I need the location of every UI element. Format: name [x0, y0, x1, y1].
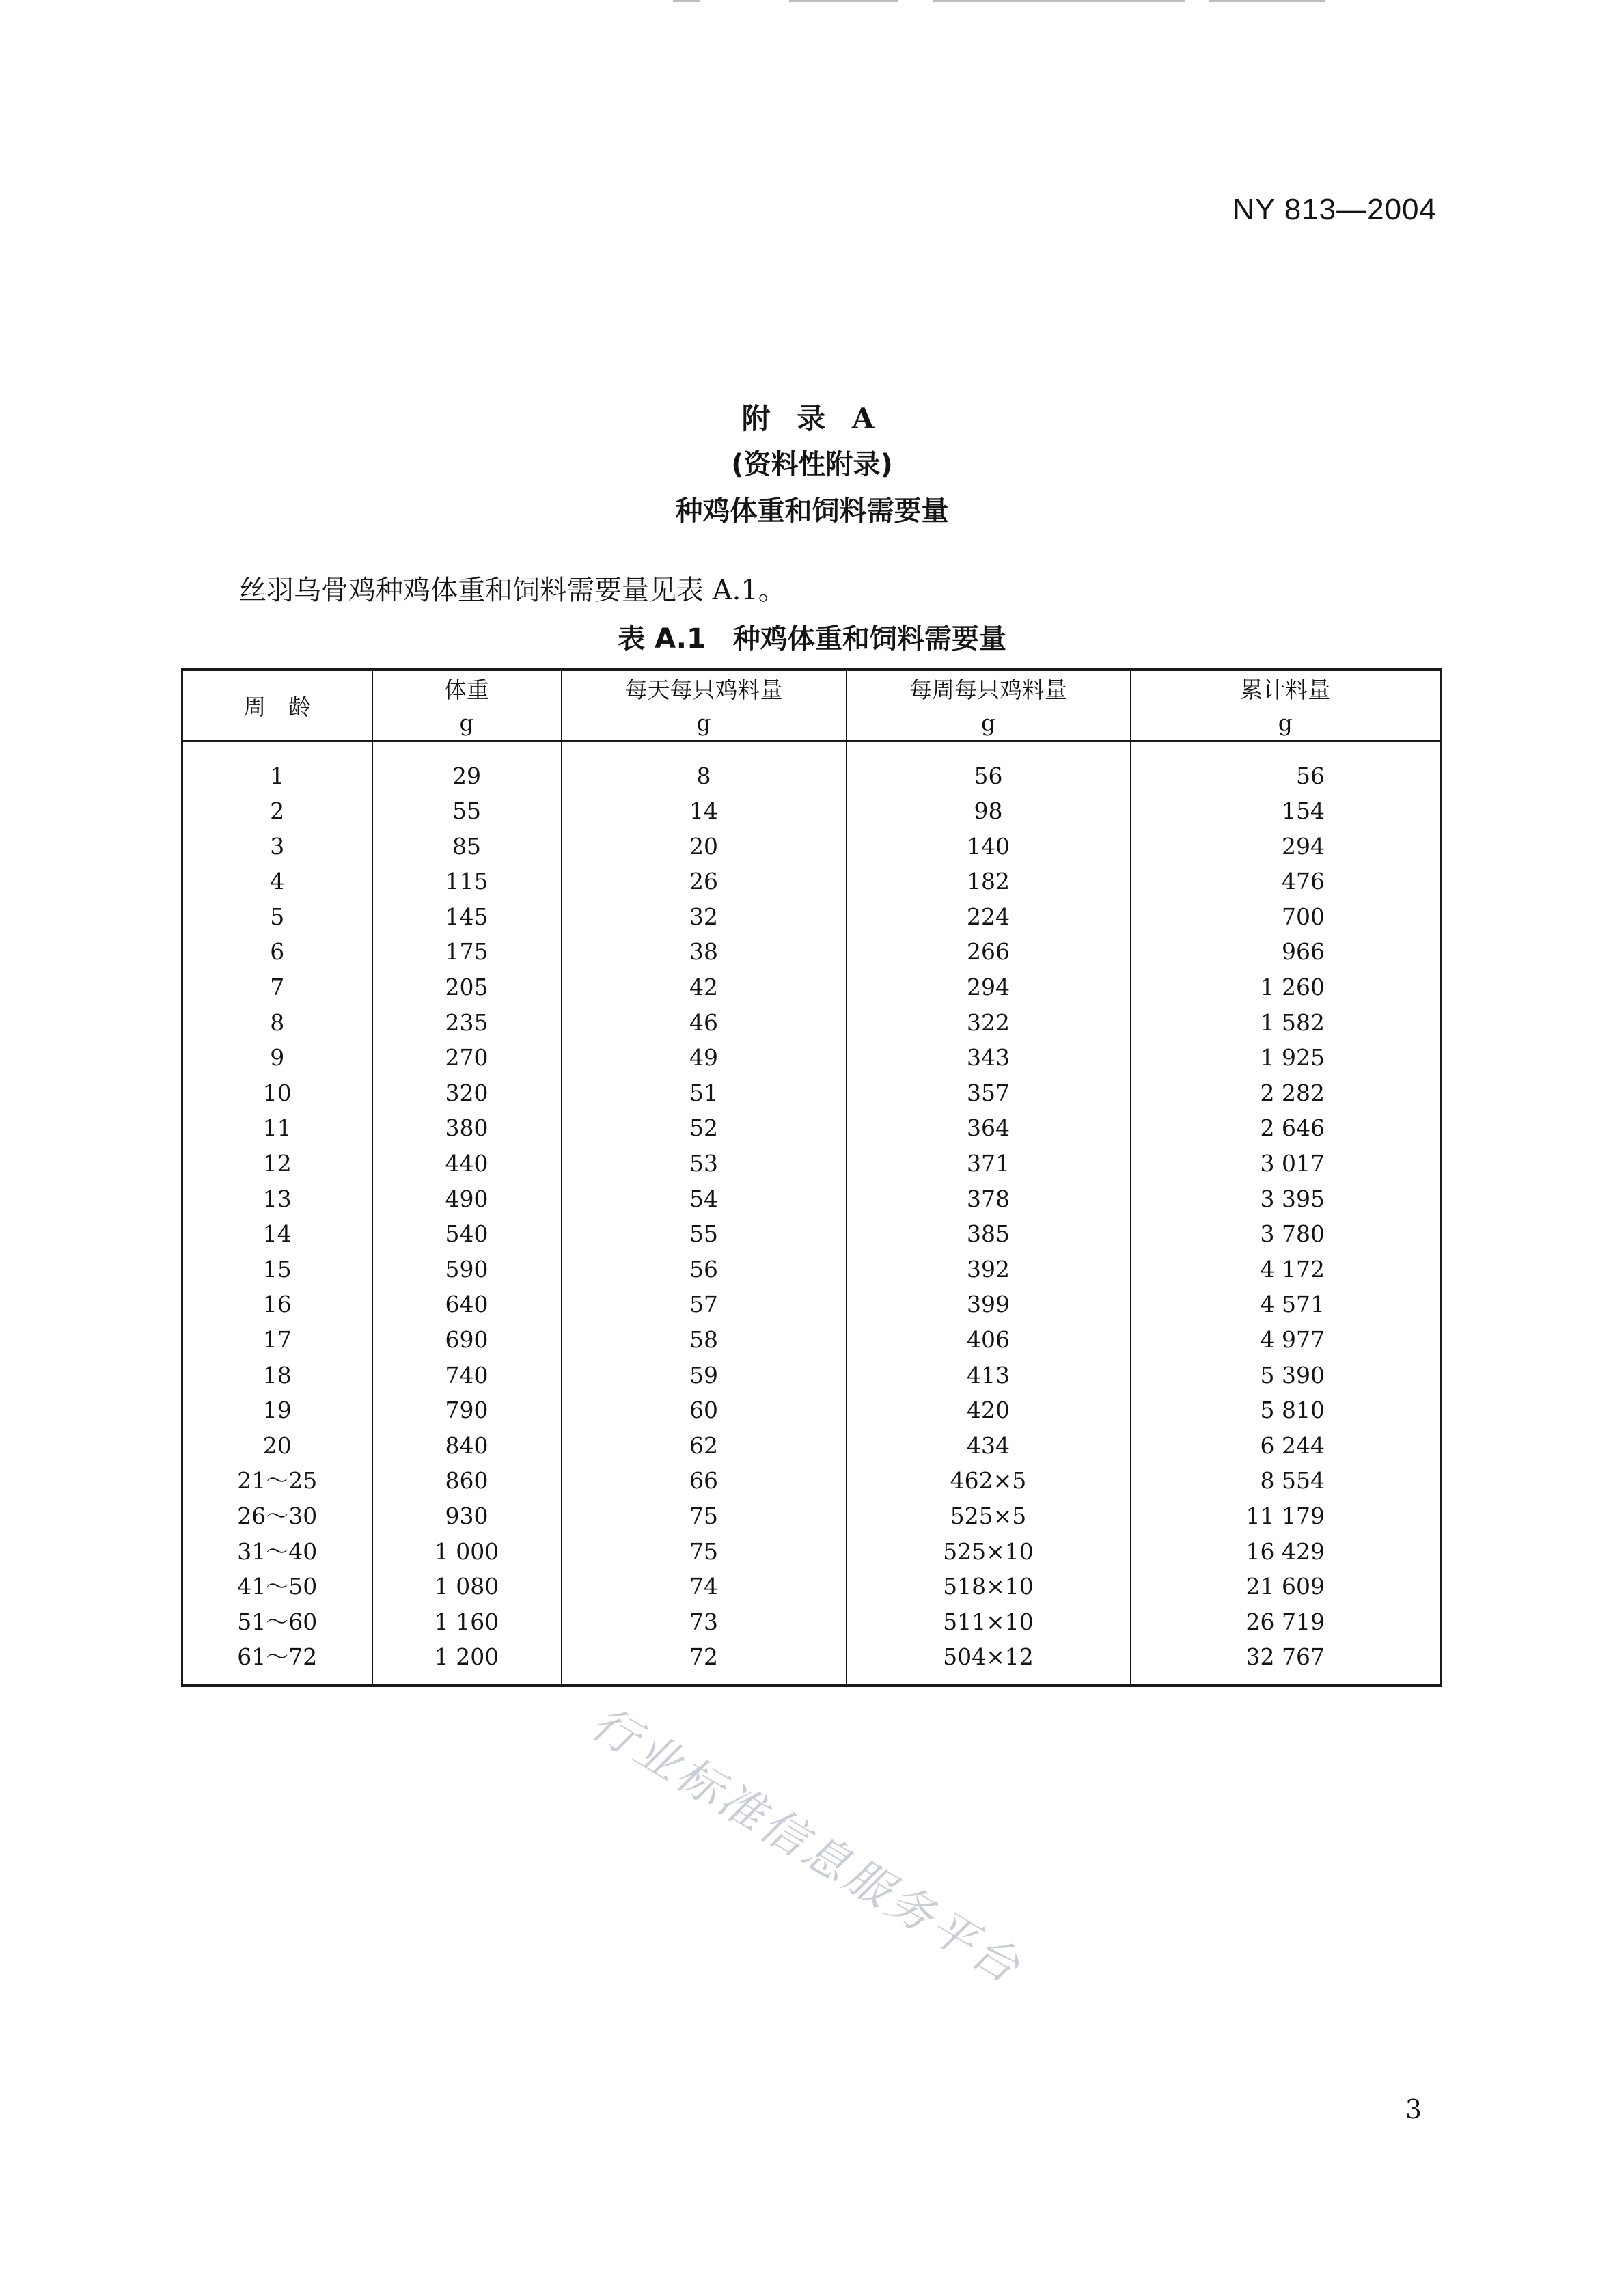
table-row — [182, 1040, 1441, 1076]
cell-daily-feed: 66 — [562, 1463, 847, 1498]
cell-cumulative-feed: 56 — [1131, 741, 1441, 793]
cell-cumulative-feed: 4 571 — [1131, 1287, 1441, 1322]
header-cumulative-feed: 累计料量 — [1131, 670, 1441, 705]
cell-weekly-feed: 434 — [847, 1428, 1131, 1464]
unit-body-weight: g — [372, 705, 562, 741]
cell-body-weight: 790 — [372, 1393, 562, 1428]
cell-weekly-feed: 182 — [847, 864, 1131, 899]
table-caption: 表 A.1 种鸡体重和饲料需要量 — [618, 623, 1006, 655]
cell-body-weight: 1 000 — [372, 1534, 562, 1570]
cell-weekly-feed: 406 — [847, 1322, 1131, 1358]
cell-daily-feed: 56 — [562, 1252, 847, 1287]
cell-daily-feed: 46 — [562, 1005, 847, 1041]
cell-daily-feed: 49 — [562, 1040, 847, 1076]
cell-week-age: 61～72 — [182, 1639, 372, 1686]
table-row — [182, 1428, 1441, 1464]
cell-week-age: 9 — [182, 1040, 372, 1076]
cell-body-weight: 175 — [372, 934, 562, 970]
cell-body-weight: 590 — [372, 1252, 562, 1287]
cell-cumulative-feed: 2 282 — [1131, 1076, 1441, 1111]
table-row — [182, 1569, 1441, 1604]
cell-cumulative-feed: 26 719 — [1131, 1604, 1441, 1640]
cell-week-age: 12 — [182, 1146, 372, 1181]
cell-week-age: 21～25 — [182, 1463, 372, 1498]
cell-cumulative-feed: 154 — [1131, 793, 1441, 829]
cell-daily-feed: 75 — [562, 1534, 847, 1570]
unit-weekly-feed: g — [847, 705, 1131, 741]
table-row — [182, 1252, 1441, 1287]
cell-weekly-feed: 413 — [847, 1358, 1131, 1393]
cell-cumulative-feed: 966 — [1131, 934, 1441, 970]
cell-week-age: 18 — [182, 1358, 372, 1393]
cell-daily-feed: 20 — [562, 829, 847, 864]
cell-cumulative-feed: 4 172 — [1131, 1252, 1441, 1287]
watermark: 行业标准信息服务平台 — [582, 1696, 1032, 1995]
cell-daily-feed: 26 — [562, 864, 847, 899]
table-row — [182, 1463, 1441, 1498]
cell-weekly-feed: 462×5 — [847, 1463, 1131, 1498]
cell-weekly-feed: 224 — [847, 899, 1131, 935]
cell-week-age: 8 — [182, 1005, 372, 1041]
table-row — [182, 970, 1441, 1005]
cell-body-weight: 205 — [372, 970, 562, 1005]
cell-cumulative-feed: 3 017 — [1131, 1146, 1441, 1181]
feed-requirement-table — [181, 668, 1442, 1687]
cell-body-weight: 640 — [372, 1287, 562, 1322]
cell-daily-feed: 55 — [562, 1216, 847, 1252]
cell-body-weight: 29 — [372, 741, 562, 793]
cell-cumulative-feed: 8 554 — [1131, 1463, 1441, 1498]
cell-weekly-feed: 525×5 — [847, 1498, 1131, 1534]
cell-week-age: 15 — [182, 1252, 372, 1287]
cell-weekly-feed: 343 — [847, 1040, 1131, 1076]
cell-week-age: 20 — [182, 1428, 372, 1464]
cell-weekly-feed: 399 — [847, 1287, 1131, 1322]
cell-weekly-feed: 504×12 — [847, 1639, 1131, 1686]
cell-cumulative-feed: 294 — [1131, 829, 1441, 864]
cell-cumulative-feed: 6 244 — [1131, 1428, 1441, 1464]
cell-week-age: 16 — [182, 1287, 372, 1322]
table-row — [182, 1216, 1441, 1252]
cell-cumulative-feed: 1 582 — [1131, 1005, 1441, 1041]
cell-week-age: 41～50 — [182, 1569, 372, 1604]
cell-daily-feed: 32 — [562, 899, 847, 935]
table-row — [182, 793, 1441, 829]
cell-daily-feed: 38 — [562, 934, 847, 970]
table-row — [182, 829, 1441, 864]
intro-paragraph: 丝羽乌骨鸡种鸡体重和饲料需要量见表 A.1。 — [239, 575, 786, 606]
cell-weekly-feed: 420 — [847, 1393, 1131, 1428]
cell-weekly-feed: 385 — [847, 1216, 1131, 1252]
scan-artifact-line — [789, 0, 898, 2]
cell-daily-feed: 57 — [562, 1287, 847, 1322]
cell-body-weight: 1 160 — [372, 1604, 562, 1640]
table-row — [182, 1639, 1441, 1686]
cell-daily-feed: 53 — [562, 1146, 847, 1181]
cell-week-age: 31～40 — [182, 1534, 372, 1570]
cell-body-weight: 840 — [372, 1428, 562, 1464]
scan-artifact-line — [1209, 0, 1325, 2]
cell-weekly-feed: 511×10 — [847, 1604, 1131, 1640]
cell-cumulative-feed: 21 609 — [1131, 1569, 1441, 1604]
cell-week-age: 5 — [182, 899, 372, 935]
cell-body-weight: 690 — [372, 1322, 562, 1358]
cell-daily-feed: 73 — [562, 1604, 847, 1640]
table-row — [182, 1358, 1441, 1393]
table-row — [182, 1005, 1441, 1041]
cell-cumulative-feed: 32 767 — [1131, 1639, 1441, 1686]
table-row — [182, 1287, 1441, 1322]
cell-daily-feed: 58 — [562, 1322, 847, 1358]
cell-body-weight: 85 — [372, 829, 562, 864]
cell-cumulative-feed: 1 260 — [1131, 970, 1441, 1005]
header-daily-feed: 每天每只鸡料量 — [562, 670, 847, 705]
table-row — [182, 1322, 1441, 1358]
cell-body-weight: 320 — [372, 1076, 562, 1111]
cell-week-age: 17 — [182, 1322, 372, 1358]
cell-daily-feed: 74 — [562, 1569, 847, 1604]
page-number: 3 — [1405, 2094, 1422, 2124]
cell-body-weight: 860 — [372, 1463, 562, 1498]
cell-cumulative-feed: 3 780 — [1131, 1216, 1441, 1252]
cell-weekly-feed: 364 — [847, 1110, 1131, 1146]
unit-daily-feed: g — [562, 705, 847, 741]
cell-daily-feed: 52 — [562, 1110, 847, 1146]
cell-weekly-feed: 140 — [847, 829, 1131, 864]
cell-daily-feed: 54 — [562, 1181, 847, 1217]
table-row — [182, 934, 1441, 970]
cell-body-weight: 740 — [372, 1358, 562, 1393]
cell-daily-feed: 60 — [562, 1393, 847, 1428]
cell-body-weight: 440 — [372, 1146, 562, 1181]
table-row — [182, 1604, 1441, 1640]
cell-daily-feed: 75 — [562, 1498, 847, 1534]
cell-daily-feed: 59 — [562, 1358, 847, 1393]
cell-weekly-feed: 266 — [847, 934, 1131, 970]
cell-body-weight: 540 — [372, 1216, 562, 1252]
appendix-subject: 种鸡体重和饲料需要量 — [675, 495, 949, 527]
cell-body-weight: 145 — [372, 899, 562, 935]
cell-body-weight: 380 — [372, 1110, 562, 1146]
appendix-type: (资料性附录) — [731, 449, 893, 480]
cell-body-weight: 930 — [372, 1498, 562, 1534]
cell-week-age: 4 — [182, 864, 372, 899]
scan-artifact-line — [933, 0, 1185, 2]
table-row — [182, 899, 1441, 935]
cell-weekly-feed: 322 — [847, 1005, 1131, 1041]
scan-artifact-line — [673, 0, 700, 2]
cell-weekly-feed: 294 — [847, 970, 1131, 1005]
cell-daily-feed: 14 — [562, 793, 847, 829]
cell-daily-feed: 51 — [562, 1076, 847, 1111]
cell-body-weight: 270 — [372, 1040, 562, 1076]
cell-daily-feed: 8 — [562, 741, 847, 793]
table-row — [182, 864, 1441, 899]
cell-week-age: 1 — [182, 741, 372, 793]
cell-cumulative-feed: 700 — [1131, 899, 1441, 935]
standard-code: NY 813—2004 — [1233, 193, 1437, 226]
table-row — [182, 741, 1441, 793]
cell-week-age: 19 — [182, 1393, 372, 1428]
cell-week-age: 51～60 — [182, 1604, 372, 1640]
cell-body-weight: 490 — [372, 1181, 562, 1217]
unit-cumulative-feed: g — [1131, 705, 1441, 741]
cell-weekly-feed: 357 — [847, 1076, 1131, 1111]
appendix-title: 附 录 A — [741, 402, 883, 435]
cell-daily-feed: 42 — [562, 970, 847, 1005]
cell-body-weight: 1 080 — [372, 1569, 562, 1604]
cell-body-weight: 1 200 — [372, 1639, 562, 1686]
header-body-weight: 体重 — [372, 670, 562, 705]
cell-weekly-feed: 525×10 — [847, 1534, 1131, 1570]
header-week-age: 周 龄 — [182, 670, 372, 741]
cell-week-age: 2 — [182, 793, 372, 829]
cell-cumulative-feed: 16 429 — [1131, 1534, 1441, 1570]
cell-week-age: 11 — [182, 1110, 372, 1146]
cell-weekly-feed: 518×10 — [847, 1569, 1131, 1604]
table-row — [182, 1146, 1441, 1181]
cell-cumulative-feed: 5 810 — [1131, 1393, 1441, 1428]
cell-cumulative-feed: 11 179 — [1131, 1498, 1441, 1534]
cell-body-weight: 55 — [372, 793, 562, 829]
cell-week-age: 26～30 — [182, 1498, 372, 1534]
header-weekly-feed: 每周每只鸡料量 — [847, 670, 1131, 705]
cell-weekly-feed: 378 — [847, 1181, 1131, 1217]
cell-cumulative-feed: 2 646 — [1131, 1110, 1441, 1146]
cell-body-weight: 115 — [372, 864, 562, 899]
cell-weekly-feed: 371 — [847, 1146, 1131, 1181]
cell-weekly-feed: 98 — [847, 793, 1131, 829]
table-row — [182, 1076, 1441, 1111]
cell-week-age: 13 — [182, 1181, 372, 1217]
cell-weekly-feed: 56 — [847, 741, 1131, 793]
table-row — [182, 1393, 1441, 1428]
cell-cumulative-feed: 476 — [1131, 864, 1441, 899]
cell-cumulative-feed: 4 977 — [1131, 1322, 1441, 1358]
cell-daily-feed: 62 — [562, 1428, 847, 1464]
cell-cumulative-feed: 5 390 — [1131, 1358, 1441, 1393]
cell-week-age: 10 — [182, 1076, 372, 1111]
cell-daily-feed: 72 — [562, 1639, 847, 1686]
cell-week-age: 3 — [182, 829, 372, 864]
table-row — [182, 1181, 1441, 1217]
cell-cumulative-feed: 1 925 — [1131, 1040, 1441, 1076]
table-row — [182, 1110, 1441, 1146]
table-row — [182, 1498, 1441, 1534]
cell-week-age: 14 — [182, 1216, 372, 1252]
cell-body-weight: 235 — [372, 1005, 562, 1041]
cell-week-age: 6 — [182, 934, 372, 970]
table-row — [182, 1534, 1441, 1570]
cell-week-age: 7 — [182, 970, 372, 1005]
cell-weekly-feed: 392 — [847, 1252, 1131, 1287]
cell-cumulative-feed: 3 395 — [1131, 1181, 1441, 1217]
